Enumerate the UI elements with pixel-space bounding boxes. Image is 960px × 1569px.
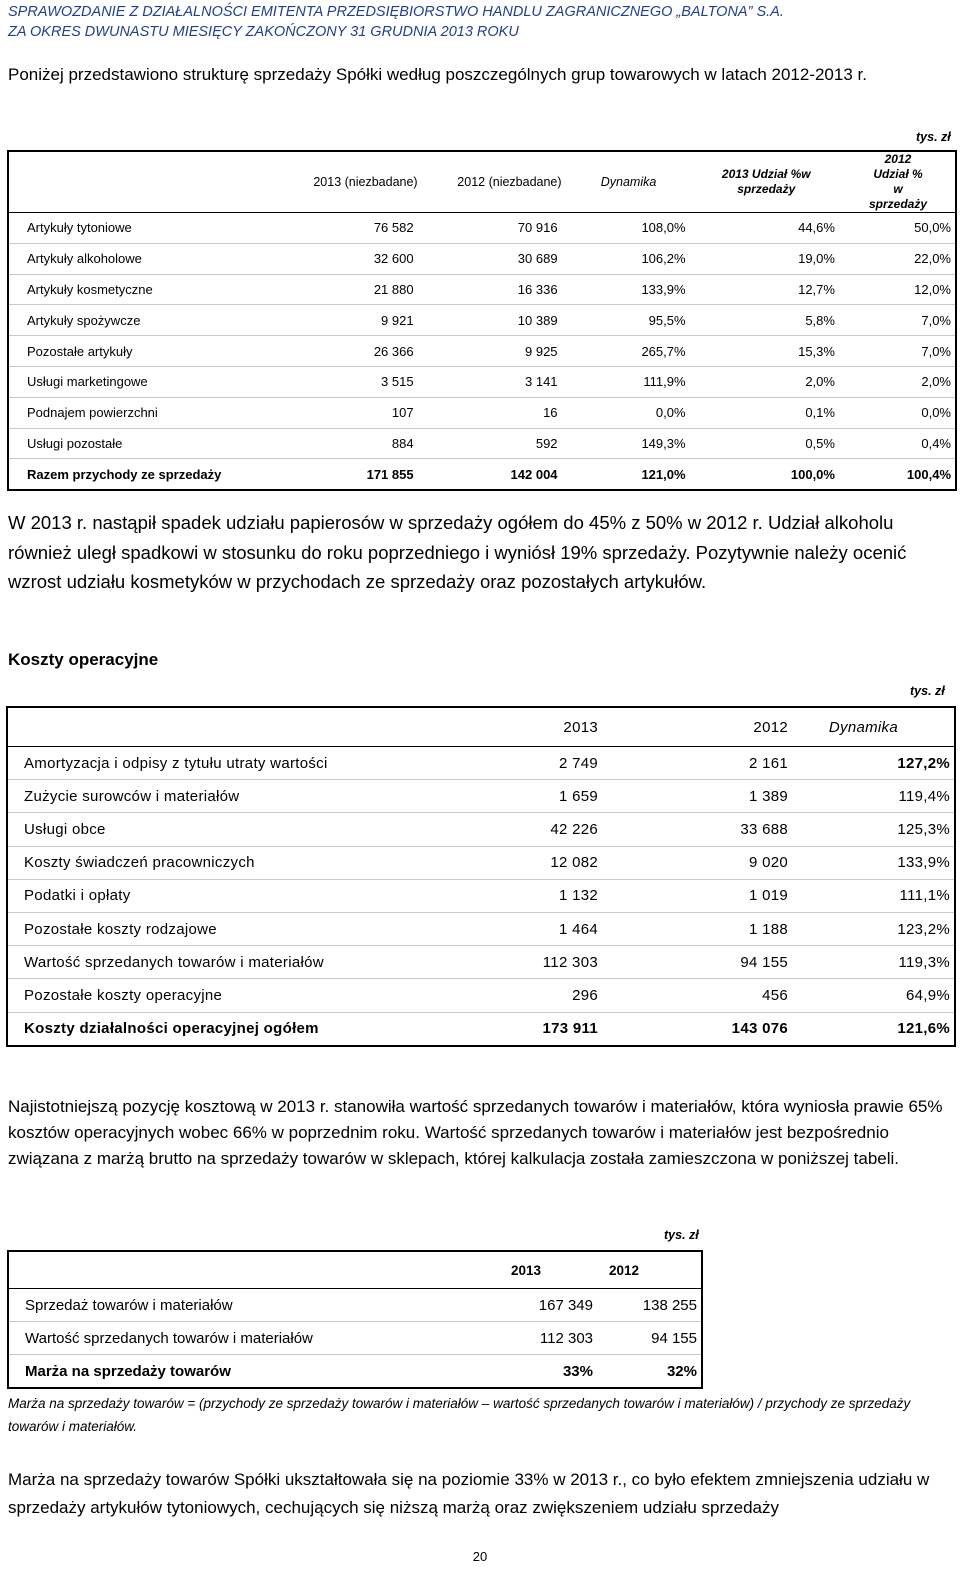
value-cell: 9 921 xyxy=(278,305,422,336)
table-header-row xyxy=(8,1251,702,1289)
row-label: Zużycie surowców i materiałów xyxy=(7,780,394,813)
value-cell: 143 076 xyxy=(731,1020,788,1038)
value-cell: 32 600 xyxy=(278,243,422,274)
value-cell: 149,3% xyxy=(566,428,692,459)
value-cell: 12,0% xyxy=(841,274,956,305)
value-cell: 107 xyxy=(278,397,422,428)
table-row xyxy=(8,336,956,367)
value-cell: 171 855 xyxy=(366,466,414,482)
value-cell: 50,0% xyxy=(841,213,956,244)
value-cell: 5,8% xyxy=(692,305,841,336)
total-row xyxy=(8,1355,702,1389)
total-row xyxy=(8,459,956,490)
value-cell: 167 349 xyxy=(387,1289,599,1322)
value-cell: 3 141 xyxy=(422,366,566,397)
row-label: Usługi marketingowe xyxy=(8,366,278,397)
row-label: Pozostałe koszty rodzajowe xyxy=(7,912,394,945)
table-row xyxy=(7,879,955,912)
row-label: Pozostałe artykuły xyxy=(8,336,278,367)
row-label: Usługi obce xyxy=(7,813,394,846)
header-dynamics: Dynamika xyxy=(794,707,955,747)
value-cell: 0,1% xyxy=(692,397,841,428)
table-row xyxy=(7,813,955,846)
value-cell: 33 688 xyxy=(604,813,794,846)
value-cell: 138 255 xyxy=(599,1289,702,1322)
value-cell: 42 226 xyxy=(394,813,604,846)
table-row xyxy=(8,397,956,428)
value-cell: 592 xyxy=(422,428,566,459)
value-cell: 265,7% xyxy=(566,336,692,367)
value-cell: 2 161 xyxy=(604,747,794,780)
table-row xyxy=(7,912,955,945)
cost-commentary: Najistotniejszą pozycję kosztową w 2013 r. stanowiła wartość sprzedanych towarów i materiałów, która wyniosła prawie 65% kosztów operacyjnych wobec 66% w poprzednim roku. Wartość sprzedanych towarów i materiałów jest bezpośrednio związana z marżą brutto na sprzedaży towarów w sklepach, której kalkulacja została zamieszczona w poniższej tabeli. xyxy=(8,1097,943,1168)
page-number: 20 xyxy=(472,1549,488,1564)
value-cell: 127,2% xyxy=(794,747,955,780)
header-line-1: SPRAWOZDANIE Z DZIAŁALNOŚCI EMITENTA PRZEDSIĘBIORSTWO HANDLU ZAGRANICZNEGO „BALTONA” S.A. xyxy=(8,4,784,20)
row-label: Artykuły kosmetyczne xyxy=(8,274,278,305)
row-label: Artykuły spożywcze xyxy=(8,305,278,336)
row-label: Marża na sprzedaży towarów xyxy=(25,1362,231,1380)
value-cell: 173 911 xyxy=(542,1020,598,1038)
sales-table-unit: tys. zł xyxy=(916,130,951,144)
table-row xyxy=(8,213,956,244)
header-2013: 2013 (niezbadane) xyxy=(278,151,422,213)
table-header-row xyxy=(8,151,956,213)
value-cell: 12 082 xyxy=(394,846,604,879)
value-cell: 125,3% xyxy=(794,813,955,846)
value-cell: 33% xyxy=(562,1362,593,1380)
value-cell: 1 019 xyxy=(604,879,794,912)
value-cell: 119,3% xyxy=(794,946,955,979)
value-cell: 30 689 xyxy=(422,243,566,274)
header-share-2013: 2013 Udział %w sprzedaży xyxy=(692,151,841,213)
intro-paragraph: Poniżej przedstawiono strukturę sprzedaży Spółki według poszczególnych grup towarowych w latach 2012-2013 r. xyxy=(8,65,867,84)
value-cell: 108,0% xyxy=(566,213,692,244)
value-cell: 121,6% xyxy=(897,1020,950,1038)
header-2012: 2012 (niezbadane) xyxy=(422,151,566,213)
row-label: Razem przychody ze sprzedaży xyxy=(27,466,222,482)
header-2013: 2013 xyxy=(387,1251,599,1289)
value-cell: 15,3% xyxy=(692,336,841,367)
value-cell: 100,4% xyxy=(906,466,951,482)
value-cell: 112 303 xyxy=(387,1322,599,1355)
header-cell-empty xyxy=(8,1251,387,1289)
header-line-2: ZA OKRES DWUNASTU MIESIĘCY ZAKOŃCZONY 31 GRUDNIA 2013 ROKU xyxy=(8,24,519,40)
total-row xyxy=(7,1012,955,1046)
row-label: Koszty działalności operacyjnej ogółem xyxy=(24,1020,319,1038)
value-cell: 2,0% xyxy=(692,366,841,397)
value-cell: 456 xyxy=(604,979,794,1012)
table-header-row xyxy=(7,707,955,747)
document-header xyxy=(8,2,784,42)
value-cell: 7,0% xyxy=(841,336,956,367)
sales-structure-table xyxy=(7,150,957,491)
value-cell: 10 389 xyxy=(422,305,566,336)
value-cell: 0,0% xyxy=(566,397,692,428)
table-row xyxy=(8,1289,702,1322)
value-cell: 133,9% xyxy=(566,274,692,305)
table-row xyxy=(8,1322,702,1355)
table-row xyxy=(8,274,956,305)
row-label: Podnajem powierzchni xyxy=(8,397,278,428)
value-cell: 9 020 xyxy=(604,846,794,879)
value-cell: 1 389 xyxy=(604,780,794,813)
value-cell: 1 659 xyxy=(394,780,604,813)
sales-commentary: W 2013 r. nastąpił spadek udziału papierosów w sprzedaży ogółem do 45% z 50% w 2012 r. Udział alkoholu również uległ spadkowi w stosunku do roku poprzedniego i wyniósł 19% sprzedaży. Pozytywnie należy ocenić wzrost udziału kosmetyków w przychodach ze sprzedaży oraz pozostałych artykułów. xyxy=(8,512,907,592)
value-cell: 121,0% xyxy=(641,466,686,482)
table-row xyxy=(7,946,955,979)
margin-formula-note: Marża na sprzedaży towarów = (przychody ze sprzedaży towarów i materiałów – wartość sprzedanych towarów i materiałów) / przychody ze sprzedaży towarów i materiałów. xyxy=(8,1396,911,1434)
row-label: Koszty świadczeń pracowniczych xyxy=(7,846,394,879)
header-2013: 2013 xyxy=(394,707,604,747)
header-cell-empty xyxy=(8,151,278,213)
value-cell: 1 132 xyxy=(394,879,604,912)
value-cell: 1 188 xyxy=(604,912,794,945)
value-cell: 111,9% xyxy=(566,366,692,397)
header-share-2012: 2012 Udział % w sprzedaży xyxy=(841,151,956,213)
row-label: Usługi pozostałe xyxy=(8,428,278,459)
value-cell: 26 366 xyxy=(278,336,422,367)
row-label: Sprzedaż towarów i materiałów xyxy=(8,1289,387,1322)
row-label: Amortyzacja i odpisy z tytułu utraty wartości xyxy=(7,747,394,780)
section-title-operating-costs: Koszty operacyjne xyxy=(8,650,159,669)
row-label: Artykuły alkoholowe xyxy=(8,243,278,274)
value-cell: 3 515 xyxy=(278,366,422,397)
value-cell: 76 582 xyxy=(278,213,422,244)
table-row xyxy=(7,979,955,1012)
table-row xyxy=(8,305,956,336)
header-cell-empty xyxy=(7,707,394,747)
value-cell: 0,4% xyxy=(841,428,956,459)
value-cell: 64,9% xyxy=(794,979,955,1012)
value-cell: 123,2% xyxy=(794,912,955,945)
value-cell: 21 880 xyxy=(278,274,422,305)
value-cell: 0,0% xyxy=(841,397,956,428)
value-cell: 1 464 xyxy=(394,912,604,945)
value-cell: 884 xyxy=(278,428,422,459)
table-row xyxy=(8,428,956,459)
value-cell: 100,0% xyxy=(790,466,835,482)
value-cell: 70 916 xyxy=(422,213,566,244)
value-cell: 106,2% xyxy=(566,243,692,274)
value-cell: 32% xyxy=(666,1362,697,1380)
row-label: Wartość sprzedanych towarów i materiałów xyxy=(8,1322,387,1355)
value-cell: 2 749 xyxy=(394,747,604,780)
value-cell: 16 xyxy=(422,397,566,428)
table-row xyxy=(7,780,955,813)
value-cell: 0,5% xyxy=(692,428,841,459)
table-row xyxy=(7,846,955,879)
row-label: Artykuły tytoniowe xyxy=(8,213,278,244)
margin-table-unit: tys. zł xyxy=(664,1228,699,1242)
header-dynamics: Dynamika xyxy=(566,151,692,213)
value-cell: 19,0% xyxy=(692,243,841,274)
value-cell: 9 925 xyxy=(422,336,566,367)
value-cell: 111,1% xyxy=(794,879,955,912)
row-label: Podatki i opłaty xyxy=(7,879,394,912)
margin-table xyxy=(7,1250,703,1389)
row-label: Pozostałe koszty operacyjne xyxy=(7,979,394,1012)
value-cell: 2,0% xyxy=(841,366,956,397)
value-cell: 95,5% xyxy=(566,305,692,336)
operating-costs-table xyxy=(6,706,956,1047)
table-row xyxy=(8,366,956,397)
cost-table-unit: tys. zł xyxy=(910,684,945,698)
value-cell: 94 155 xyxy=(599,1322,702,1355)
header-2012: 2012 xyxy=(599,1251,702,1289)
value-cell: 22,0% xyxy=(841,243,956,274)
table-row xyxy=(8,243,956,274)
value-cell: 7,0% xyxy=(841,305,956,336)
value-cell: 44,6% xyxy=(692,213,841,244)
value-cell: 112 303 xyxy=(394,946,604,979)
value-cell: 142 004 xyxy=(510,466,558,482)
value-cell: 296 xyxy=(394,979,604,1012)
value-cell: 12,7% xyxy=(692,274,841,305)
margin-commentary: Marża na sprzedaży towarów Spółki ukształtowała się na poziomie 33% w 2013 r., co było efektem zmniejszenia udziału w sprzedaży artykułów tytoniowych, cechujących się niższą marżą oraz zwiększeniem udziału sprzedaży xyxy=(8,1470,930,1517)
header-2012: 2012 xyxy=(604,707,794,747)
value-cell: 119,4% xyxy=(794,780,955,813)
value-cell: 16 336 xyxy=(422,274,566,305)
value-cell: 133,9% xyxy=(794,846,955,879)
table-row xyxy=(7,747,955,780)
value-cell: 94 155 xyxy=(604,946,794,979)
row-label: Wartość sprzedanych towarów i materiałów xyxy=(7,946,394,979)
